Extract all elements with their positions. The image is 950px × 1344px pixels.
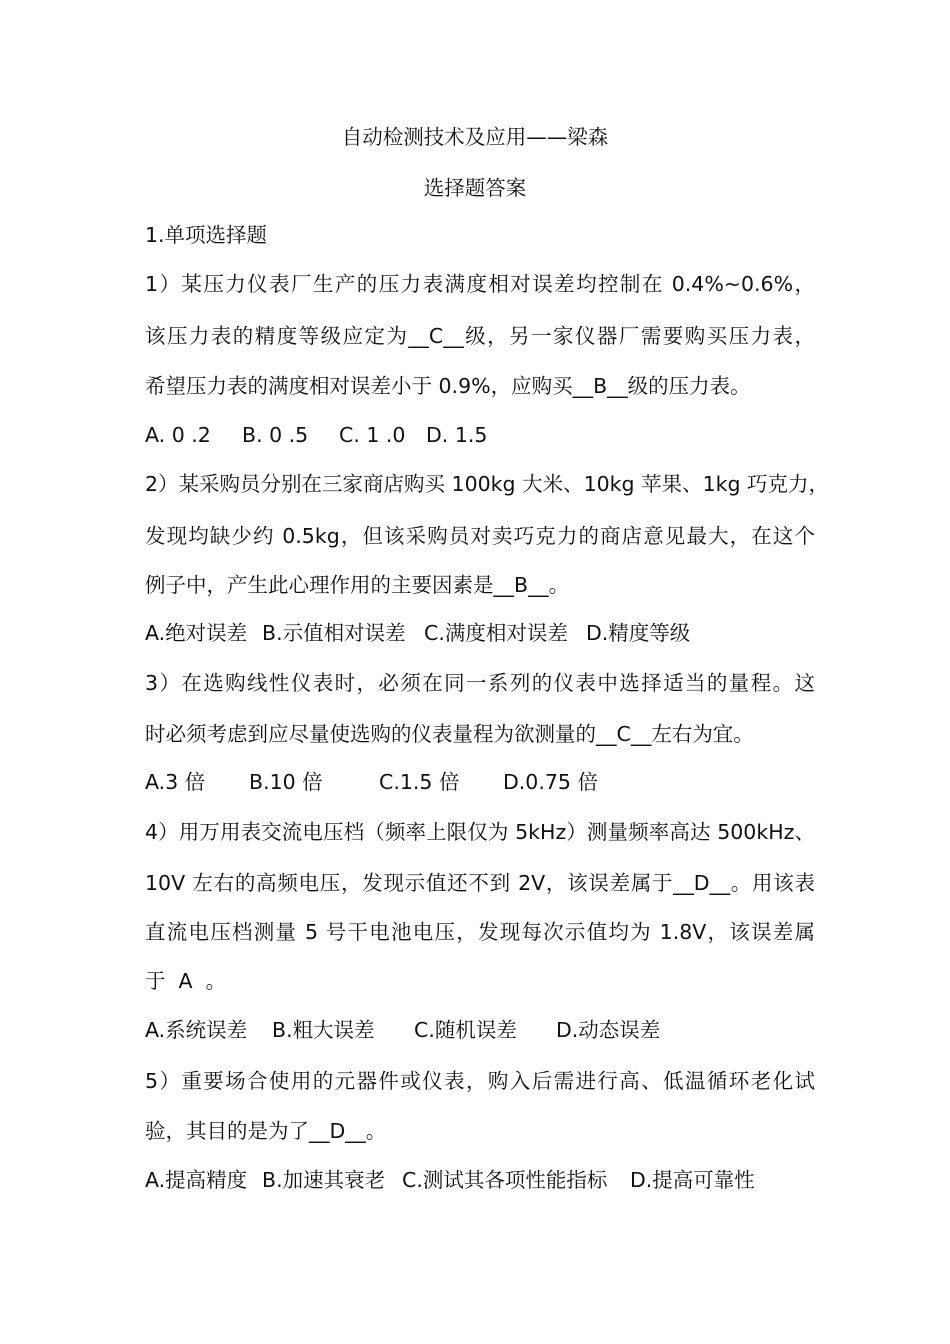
option-b: B.粗大误差	[272, 1018, 375, 1042]
question-4-line-1: 4）用万用表交流电压档（频率上限仅为 5kHz）测量频率高达 500kHz、	[145, 820, 815, 844]
option-a: A. 0 .2	[145, 423, 211, 447]
option-a: A.绝对误差	[145, 621, 248, 645]
question-1-line-2: 该压力表的精度等级应定为__C__级，另一家仪器厂需要购买压力表，	[145, 324, 815, 348]
question-1-options	[145, 421, 815, 449]
question-2-line-1: 2）某采购员分别在三家商店购买 100kg 大米、10kg 苹果、1kg 巧克力，	[145, 472, 830, 496]
option-a: A.3 倍	[145, 770, 206, 794]
question-4-options	[145, 1016, 815, 1044]
question-3-options	[145, 768, 815, 796]
option-c: C.测试其各项性能指标	[402, 1168, 608, 1192]
document-title: 自动检测技术及应用——梁森	[341, 125, 609, 149]
option-d: D.提高可靠性	[630, 1168, 755, 1192]
question-2-line-3: 例子中，产生此心理作用的主要因素是__B__。	[145, 573, 570, 597]
option-b: B.加速其衰老	[262, 1168, 386, 1192]
option-d: D.精度等级	[586, 621, 691, 645]
question-5-options	[145, 1166, 815, 1194]
option-d: D.0.75 倍	[503, 770, 598, 794]
option-c: C.随机误差	[414, 1018, 517, 1042]
option-a: A.系统误差	[145, 1018, 248, 1042]
option-b: B.示值相对误差	[262, 621, 406, 645]
question-2-options	[145, 619, 815, 647]
option-d: D. 1.5	[426, 423, 488, 447]
question-1-line-3: 希望压力表的满度相对误差小于 0.9%，应购买__B__级的压力表。	[145, 374, 751, 398]
option-c: C.满度相对误差	[424, 621, 568, 645]
question-1-line-1: 1）某压力仪表厂生产的压力表满度相对误差均控制在 0.4%~0.6%，	[145, 272, 815, 296]
question-4-line-3: 直流电压档测量 5 号干电池电压，发现每次示值均为 1.8V，该误差属	[145, 920, 815, 944]
question-4-line-2: 10V 左右的高频电压，发现示值还不到 2V，该误差属于__D__。用该表	[145, 871, 815, 895]
option-d: D.动态误差	[556, 1018, 661, 1042]
question-3-line-1: 3）在选购线性仪表时，必须在同一系列的仪表中选择适当的量程。这	[145, 671, 815, 695]
option-a: A.提高精度	[145, 1168, 248, 1192]
question-5-line-1: 5）重要场合使用的元器件或仪表，购入后需进行高、低温循环老化试	[145, 1069, 815, 1093]
document-subtitle: 选择题答案	[423, 176, 527, 200]
option-b: B.10 倍	[249, 770, 323, 794]
question-3-line-2: 时必须考虑到应尽量使选购的仪表量程为欲测量的__C__左右为宜。	[145, 722, 754, 746]
question-2-line-2: 发现均缺少约 0.5kg，但该采购员对卖巧克力的商店意见最大，在这个	[145, 524, 815, 548]
section-heading: 1.单项选择题	[145, 223, 268, 247]
option-c: C. 1 .0	[339, 423, 406, 447]
question-4-line-4: 于 A 。	[145, 969, 227, 993]
question-5-line-2: 验，其目的是为了__D__。	[145, 1119, 387, 1143]
option-c: C.1.5 倍	[379, 770, 460, 794]
option-b: B. 0 .5	[242, 423, 309, 447]
